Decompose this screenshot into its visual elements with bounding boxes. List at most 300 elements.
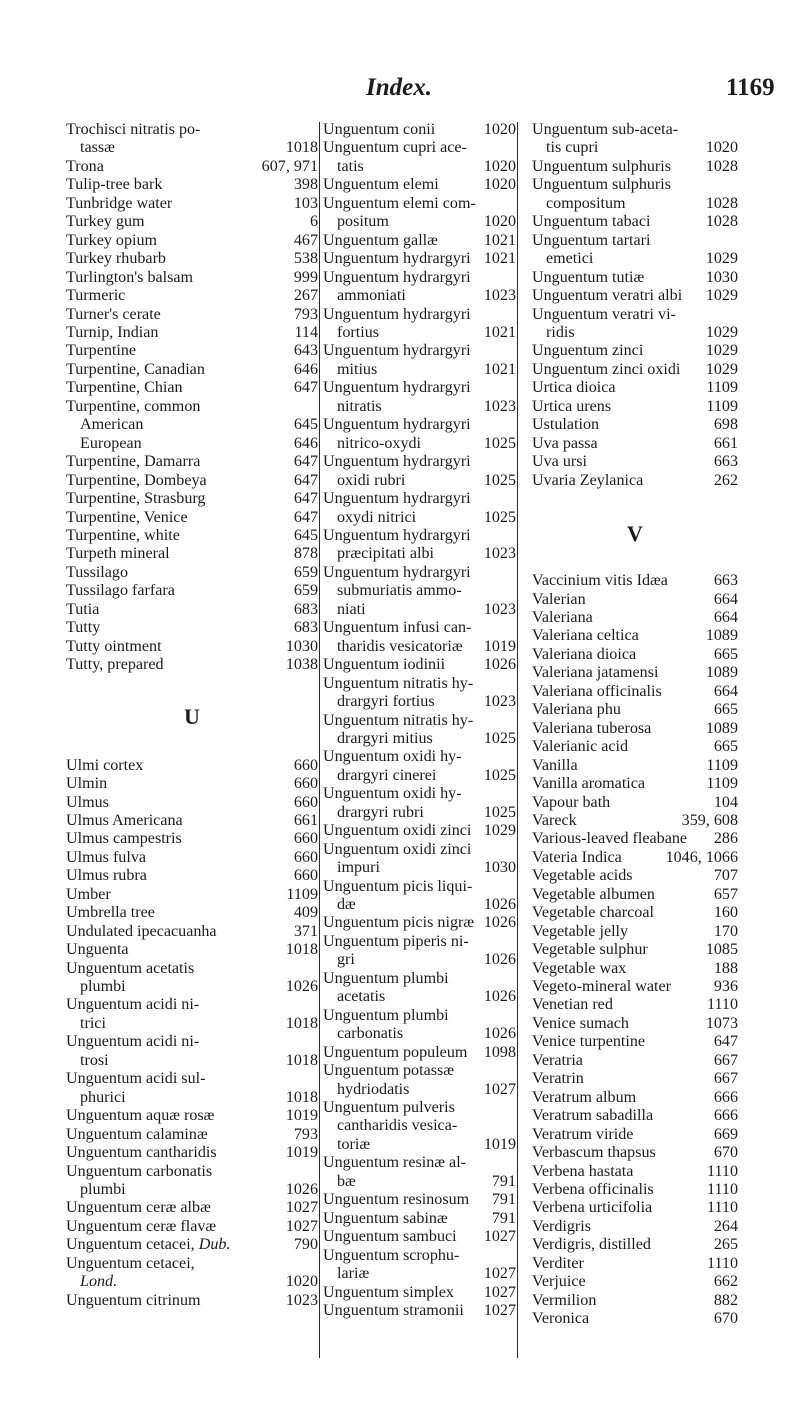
entry-term: Vegetable wax bbox=[532, 959, 627, 977]
index-entry bbox=[532, 379, 738, 397]
entry-term: Turpentine, Venice bbox=[66, 508, 188, 526]
entry-page: 467 bbox=[293, 231, 318, 249]
entry-term: Veratrin bbox=[532, 1070, 584, 1088]
entry-page: 662 bbox=[713, 1273, 738, 1291]
index-entry bbox=[323, 121, 516, 139]
entry-term-continuation: bæ bbox=[337, 1172, 356, 1190]
entry-term-continuation: oxidi rubri bbox=[337, 471, 406, 489]
index-entry bbox=[532, 1107, 738, 1125]
entry-term: Unguentum hydrargyri bbox=[323, 342, 471, 360]
entry-term: Ulmi cortex bbox=[66, 756, 144, 774]
entry-term: Uvaria Zeylanica bbox=[532, 471, 644, 489]
entry-page: 660 bbox=[293, 830, 318, 848]
entry-page: 160 bbox=[713, 904, 738, 922]
entry-term: submuriatis ammo- bbox=[337, 582, 462, 600]
index-entry bbox=[66, 527, 318, 545]
index-entry bbox=[532, 738, 738, 756]
entry-term: Turpeth mineral bbox=[66, 545, 170, 563]
entry-term: Vateria Indica bbox=[532, 848, 622, 866]
index-entry bbox=[532, 1181, 738, 1199]
entry-term: Unguentum infusi can- bbox=[323, 619, 472, 637]
index-entry bbox=[66, 812, 318, 830]
entry-term: Valerian bbox=[532, 590, 586, 608]
entry-page: 664 bbox=[713, 590, 738, 608]
entry-term: Ulmus bbox=[66, 793, 109, 811]
index-entry bbox=[532, 1070, 738, 1088]
index-entry bbox=[66, 830, 318, 848]
entry-term: Ulmus fulva bbox=[66, 848, 147, 866]
index-entry bbox=[323, 933, 516, 970]
entry-page: 1020 bbox=[705, 139, 738, 157]
index-entry bbox=[66, 867, 318, 885]
entry-term-continuation: nitrico-oxydi bbox=[337, 434, 422, 452]
entry-page: 660 bbox=[293, 848, 318, 866]
entry-term: Unguentum iodinii bbox=[323, 656, 446, 674]
entry-page: 1026 bbox=[285, 1181, 318, 1199]
index-entry bbox=[66, 379, 318, 397]
entry-term: Unguentum ceræ albæ bbox=[66, 1199, 211, 1217]
entry-page: 791 bbox=[491, 1191, 516, 1209]
entry-term-continuation: positum bbox=[337, 213, 389, 231]
index-entry bbox=[532, 1144, 738, 1162]
entry-page: 1025 bbox=[483, 803, 516, 821]
index-entry bbox=[66, 1236, 318, 1254]
entry-page: 1109 bbox=[286, 885, 318, 903]
index-entry bbox=[532, 886, 738, 904]
entry-page: 104 bbox=[713, 793, 738, 811]
entry-term: Turpentine, Canadian bbox=[66, 360, 205, 378]
entry-page: 1027 bbox=[483, 1228, 516, 1246]
entry-term: Unguentum citrinum bbox=[66, 1291, 201, 1309]
entry-page: 267 bbox=[293, 287, 318, 305]
entry-page: 1030 bbox=[285, 637, 318, 655]
index-entry bbox=[66, 904, 318, 922]
index-entry bbox=[66, 757, 318, 775]
index-entry bbox=[532, 923, 738, 941]
entry-term: Umbrella tree bbox=[66, 904, 155, 922]
entry-term: Unguentum gallæ bbox=[323, 231, 438, 249]
entry-term: Unguentum veratri vi- bbox=[532, 305, 676, 323]
entry-page: 114 bbox=[294, 323, 318, 341]
entry-term-continuation: fortius bbox=[337, 323, 380, 341]
entry-page: 1019 bbox=[285, 1107, 318, 1125]
entry-page: 1028 bbox=[705, 157, 738, 175]
entry-page: 1026 bbox=[483, 656, 516, 674]
index-entry bbox=[323, 490, 516, 527]
index-entry bbox=[66, 472, 318, 490]
index-entry bbox=[323, 232, 516, 250]
entry-page: 1046, 1066 bbox=[665, 848, 738, 866]
entry-term: Venice sumach bbox=[532, 1014, 629, 1032]
entry-term: Unguentum picis nigræ bbox=[323, 914, 475, 932]
index-entry bbox=[66, 287, 318, 305]
entry-page: 1073 bbox=[705, 1014, 738, 1032]
entry-term-continuation: drargyri cinerei bbox=[337, 766, 437, 784]
entry-term: Unguentum cetacei, bbox=[66, 1254, 195, 1272]
entry-page: 660 bbox=[293, 867, 318, 885]
entry-term: Venice turpentine bbox=[532, 1033, 646, 1051]
entry-term-continuation: gri bbox=[337, 951, 355, 969]
index-entry bbox=[532, 683, 738, 701]
index-entry bbox=[323, 139, 516, 176]
entry-page: 793 bbox=[293, 305, 318, 323]
entry-page: 665 bbox=[713, 738, 738, 756]
index-entry bbox=[532, 435, 738, 453]
entry-term: Verbena officinalis bbox=[532, 1181, 654, 1199]
index-entry bbox=[532, 867, 738, 885]
index-entry bbox=[532, 830, 738, 848]
index-entry bbox=[532, 996, 738, 1014]
entry-term-continuation: compositum bbox=[546, 194, 626, 212]
index-entry bbox=[532, 757, 738, 775]
index-entry bbox=[323, 176, 516, 194]
entry-page: 1025 bbox=[483, 729, 516, 747]
index-entry bbox=[323, 656, 516, 674]
entry-page: 645 bbox=[293, 416, 318, 434]
index-entry bbox=[532, 941, 738, 959]
entry-term: Ulmus rubra bbox=[66, 867, 147, 885]
entry-page: 1025 bbox=[483, 434, 516, 452]
entry-term-continuation: trici bbox=[80, 1014, 106, 1032]
index-entry bbox=[66, 158, 318, 176]
entry-term: Turpentine, Damarra bbox=[66, 453, 201, 471]
index-entry bbox=[323, 1154, 516, 1191]
index-entry bbox=[532, 591, 738, 609]
entry-page: 262 bbox=[713, 471, 738, 489]
entry-page: 1026 bbox=[483, 896, 516, 914]
index-entry bbox=[532, 398, 738, 416]
entry-term: Unguentum resinosum bbox=[323, 1191, 470, 1209]
entry-term-continuation: tassæ bbox=[80, 139, 115, 157]
entry-list bbox=[532, 572, 738, 1329]
entry-page: 647 bbox=[293, 490, 318, 508]
index-entry bbox=[532, 1199, 738, 1217]
entry-term: Tulip-tree bark bbox=[66, 176, 163, 194]
index-entry bbox=[323, 416, 516, 453]
index-entry bbox=[532, 609, 738, 627]
entry-term: Turkey gum bbox=[66, 213, 145, 231]
entry-term: Veratrum album bbox=[532, 1088, 637, 1106]
entry-page: 999 bbox=[293, 268, 318, 286]
entry-term-continuation: drargyri fortius bbox=[337, 693, 435, 711]
entry-term: Unguentum acetatis bbox=[66, 959, 195, 977]
entry-term: Tutty, prepared bbox=[66, 656, 164, 674]
index-entry bbox=[66, 121, 318, 158]
index-entry bbox=[66, 996, 318, 1033]
entry-page: 1019 bbox=[483, 637, 516, 655]
index-column-2 bbox=[323, 121, 516, 1320]
entry-term: Verbascum thapsus bbox=[532, 1144, 656, 1162]
index-entry bbox=[323, 1284, 516, 1302]
index-entry bbox=[66, 564, 318, 582]
entry-page: 1028 bbox=[705, 194, 738, 212]
entry-term: Turkey rhubarb bbox=[66, 250, 166, 268]
entry-term: Vapour bath bbox=[532, 793, 611, 811]
entry-page: 707 bbox=[713, 867, 738, 885]
entry-term: Unguentum oxidi hy- bbox=[323, 748, 462, 766]
entry-page: 538 bbox=[293, 250, 318, 268]
entry-term: Various-leaved fleabane bbox=[532, 830, 688, 848]
entry-page: 670 bbox=[713, 1144, 738, 1162]
entry-page: 286 bbox=[713, 830, 738, 848]
entry-term: Unguentum zinci bbox=[532, 342, 644, 360]
entry-term: Turpentine, Chian bbox=[66, 379, 183, 397]
entry-term-continuation: niati bbox=[337, 600, 366, 618]
index-entry bbox=[532, 213, 738, 231]
entry-term: Turkey opium bbox=[66, 231, 158, 249]
entry-term-continuation: European bbox=[80, 434, 142, 452]
index-entry bbox=[66, 213, 318, 231]
index-entry bbox=[323, 748, 516, 785]
entry-term: Unguentum tutiæ bbox=[532, 268, 645, 286]
entry-page: 882 bbox=[713, 1291, 738, 1309]
entry-page: 646 bbox=[293, 360, 318, 378]
entry-term: Turpentine, common bbox=[66, 397, 201, 415]
entry-page: 1023 bbox=[483, 287, 516, 305]
index-entry bbox=[323, 1191, 516, 1209]
entry-page: 1023 bbox=[285, 1291, 318, 1309]
entry-term: Verjuice bbox=[532, 1273, 586, 1291]
entry-page: 791 bbox=[491, 1209, 516, 1227]
entry-term: Unguentum sulphuris bbox=[532, 157, 672, 175]
entry-term: Veratria bbox=[532, 1051, 583, 1069]
entry-page: 666 bbox=[713, 1107, 738, 1125]
entry-term-continuation: lariæ bbox=[337, 1265, 370, 1283]
entry-page: 1020 bbox=[483, 121, 516, 138]
entry-term-continuation: tatis bbox=[337, 157, 364, 175]
entry-page: 1110 bbox=[707, 996, 738, 1014]
entry-term: Trochisci nitratis po- bbox=[66, 121, 201, 138]
entry-page: 664 bbox=[713, 682, 738, 700]
entry-term: Unguentum plumbi bbox=[323, 1006, 449, 1024]
entry-page: 1023 bbox=[483, 600, 516, 618]
entry-term: Unguentum plumbi bbox=[323, 969, 449, 987]
entry-term-continuation: American bbox=[80, 416, 144, 434]
entry-term-continuation: drargyri rubri bbox=[337, 803, 424, 821]
entry-page: 669 bbox=[713, 1125, 738, 1143]
entry-term: Turmeric bbox=[66, 287, 126, 305]
entry-page: 647 bbox=[293, 379, 318, 397]
index-entry bbox=[323, 1228, 516, 1246]
entry-term: Vegetable acids bbox=[532, 867, 633, 885]
entry-page: 663 bbox=[713, 453, 738, 471]
index-entry bbox=[66, 232, 318, 250]
index-entry bbox=[66, 1107, 318, 1125]
entry-term-continuation: tharidis vesicatoriæ bbox=[337, 637, 463, 655]
entry-page: 661 bbox=[293, 811, 318, 829]
index-entry bbox=[532, 627, 738, 645]
index-entry bbox=[323, 785, 516, 822]
entry-term-continuation: Lond. bbox=[80, 1273, 118, 1291]
entry-page: 1089 bbox=[705, 627, 738, 645]
entry-page: 1019 bbox=[285, 1144, 318, 1162]
index-entry bbox=[66, 324, 318, 342]
index-entry bbox=[66, 453, 318, 471]
entry-term: Unguentum sulphuris bbox=[532, 176, 672, 194]
index-entry bbox=[323, 841, 516, 878]
index-entry bbox=[66, 638, 318, 656]
entry-page: 371 bbox=[293, 922, 318, 940]
entry-page: 398 bbox=[293, 176, 318, 194]
entry-term: Tutia bbox=[66, 600, 100, 618]
entry-page: 1089 bbox=[705, 664, 738, 682]
entry-term: Unguentum oxidi zinci bbox=[323, 822, 472, 840]
entry-term: Unguentum veratri albi bbox=[532, 287, 683, 305]
entry-page: 936 bbox=[713, 978, 738, 996]
entry-term: Tussilago farfara bbox=[66, 582, 175, 600]
entry-term: Verdigris bbox=[532, 1217, 591, 1235]
entry-page: 646 bbox=[293, 434, 318, 452]
entry-term: Trona bbox=[66, 157, 104, 175]
entry-term-continuation: impuri bbox=[337, 859, 380, 877]
entry-term: Unguentum hydrargyri bbox=[323, 526, 471, 544]
index-entry bbox=[323, 250, 516, 268]
entry-term: Unguentum nitratis hy- bbox=[323, 711, 474, 729]
entry-term: Tutty ointment bbox=[66, 637, 162, 655]
entry-page: 1018 bbox=[285, 1051, 318, 1069]
entry-term: Veratrum sabadilla bbox=[532, 1107, 654, 1125]
entry-page: 1026 bbox=[483, 988, 516, 1006]
entry-term: Unguentum carbonatis bbox=[66, 1162, 213, 1180]
entry-term: Unguentum cupri ace- bbox=[323, 139, 467, 157]
index-entry bbox=[66, 545, 318, 563]
index-entry bbox=[323, 564, 516, 619]
index-entry bbox=[323, 342, 516, 379]
entry-page: 1110 bbox=[707, 1181, 738, 1199]
entry-term: Unguentum stramonii bbox=[323, 1302, 464, 1319]
entry-page: 661 bbox=[713, 434, 738, 452]
entry-page: 1021 bbox=[483, 250, 516, 268]
index-entry bbox=[532, 1052, 738, 1070]
entry-term: Uva passa bbox=[532, 434, 598, 452]
entry-page: 1027 bbox=[483, 1080, 516, 1098]
entry-list bbox=[66, 757, 318, 1311]
index-entry bbox=[532, 1089, 738, 1107]
entry-term: Unguentum potassæ bbox=[323, 1062, 454, 1080]
entry-term: Vareck bbox=[532, 811, 577, 829]
index-entry bbox=[323, 712, 516, 749]
entry-term: Venetian red bbox=[532, 996, 613, 1014]
entry-term: Undulated ipecacuanha bbox=[66, 922, 217, 940]
entry-page: 1029 bbox=[705, 323, 738, 341]
entry-page: 1026 bbox=[285, 978, 318, 996]
column-divider bbox=[517, 122, 518, 1358]
entry-page: 666 bbox=[713, 1088, 738, 1106]
entry-term: Urtica urens bbox=[532, 397, 612, 415]
index-entry bbox=[66, 1199, 318, 1217]
index-entry bbox=[532, 1310, 738, 1328]
entry-term: Verdigris, distilled bbox=[532, 1236, 651, 1254]
entry-term: Vanilla aromatica bbox=[532, 775, 646, 793]
index-entry bbox=[532, 701, 738, 719]
entry-term: Unguentum tabaci bbox=[532, 213, 651, 231]
entry-page: 1020 bbox=[483, 213, 516, 231]
entry-term: Vanilla bbox=[532, 756, 578, 774]
index-entry bbox=[323, 822, 516, 840]
entry-term: Unguentum tartari bbox=[532, 231, 651, 249]
entry-page: 1110 bbox=[707, 1254, 738, 1272]
entry-page: 1110 bbox=[707, 1199, 738, 1217]
entry-term: Unguentum oxidi zinci bbox=[323, 840, 472, 858]
index-entry bbox=[66, 1144, 318, 1162]
entry-page: 1085 bbox=[705, 941, 738, 959]
entry-term: Veronica bbox=[532, 1310, 590, 1328]
index-entry bbox=[66, 849, 318, 867]
index-column-1 bbox=[66, 121, 318, 1310]
entry-page: 1028 bbox=[705, 213, 738, 231]
entry-term: Unguentum acidi ni- bbox=[66, 996, 200, 1014]
index-entry bbox=[66, 306, 318, 324]
entry-term-continuation: toriæ bbox=[337, 1135, 371, 1153]
entry-page: 1029 bbox=[705, 287, 738, 305]
entry-term: Unguentum ceræ flavæ bbox=[66, 1217, 217, 1235]
entry-term-continuation: tis cupri bbox=[546, 139, 599, 157]
entry-page: 1029 bbox=[705, 342, 738, 360]
entry-page: 1089 bbox=[705, 719, 738, 737]
entry-term: Valeriana officinalis bbox=[532, 682, 662, 700]
entry-term: Unguentum hydrargyri bbox=[323, 268, 471, 286]
index-entry bbox=[66, 582, 318, 600]
index-entry bbox=[66, 250, 318, 268]
entry-term-continuation: mitius bbox=[337, 360, 378, 378]
entry-page: 647 bbox=[713, 1033, 738, 1051]
entry-page: 660 bbox=[293, 756, 318, 774]
entry-term: Valeriana jatamensi bbox=[532, 664, 659, 682]
entry-page: 409 bbox=[293, 904, 318, 922]
entry-term: Valeriana celtica bbox=[532, 627, 639, 645]
entry-term: Tutty bbox=[66, 619, 101, 637]
entry-term: Turpentine, white bbox=[66, 526, 180, 544]
entry-term-continuation: dæ bbox=[337, 896, 356, 914]
entry-term: Verbena hastata bbox=[532, 1162, 634, 1180]
index-entry bbox=[532, 664, 738, 682]
entry-page: 1029 bbox=[483, 822, 516, 840]
index-entry bbox=[532, 1163, 738, 1181]
entry-page: 698 bbox=[713, 416, 738, 434]
entry-page: 359, 608 bbox=[681, 811, 738, 829]
entry-term: Valeriana tuberosa bbox=[532, 719, 652, 737]
entry-term: Tussilago bbox=[66, 563, 129, 581]
entry-term: Unguentum nitratis hy- bbox=[323, 674, 474, 692]
entry-term: Unguentum cantharidis bbox=[66, 1144, 217, 1162]
entry-term: Ustulation bbox=[532, 416, 600, 434]
entry-term: Unguentum oxidi hy- bbox=[323, 785, 462, 803]
entry-page: 790 bbox=[293, 1236, 318, 1254]
index-entry bbox=[323, 1044, 516, 1062]
entry-term: Urtica dioica bbox=[532, 379, 616, 397]
entry-term: cantharidis vesica- bbox=[337, 1117, 458, 1135]
index-entry bbox=[66, 1218, 318, 1236]
entry-term: Unguentum resinæ al- bbox=[323, 1154, 467, 1172]
entry-page: 647 bbox=[293, 471, 318, 489]
column-divider bbox=[319, 122, 320, 1358]
entry-term-continuation: nitratis bbox=[337, 397, 382, 415]
entry-term: Unguentum zinci oxidi bbox=[532, 360, 681, 378]
entry-page: 1027 bbox=[483, 1265, 516, 1283]
entry-term: Unguentum elemi com- bbox=[323, 194, 476, 212]
entry-term: Unguentum hydrargyri bbox=[323, 305, 471, 323]
entry-term: Unguentum piperis ni- bbox=[323, 932, 469, 950]
entry-page: 647 bbox=[293, 453, 318, 471]
entry-page: 1023 bbox=[483, 693, 516, 711]
index-entry bbox=[66, 1255, 318, 1292]
entry-term: Tunbridge water bbox=[66, 194, 173, 212]
index-entry bbox=[66, 195, 318, 213]
index-entry bbox=[532, 176, 738, 213]
entry-page: 663 bbox=[713, 572, 738, 590]
entry-term: Unguentum calaminæ bbox=[66, 1125, 208, 1143]
index-entry bbox=[532, 121, 738, 158]
